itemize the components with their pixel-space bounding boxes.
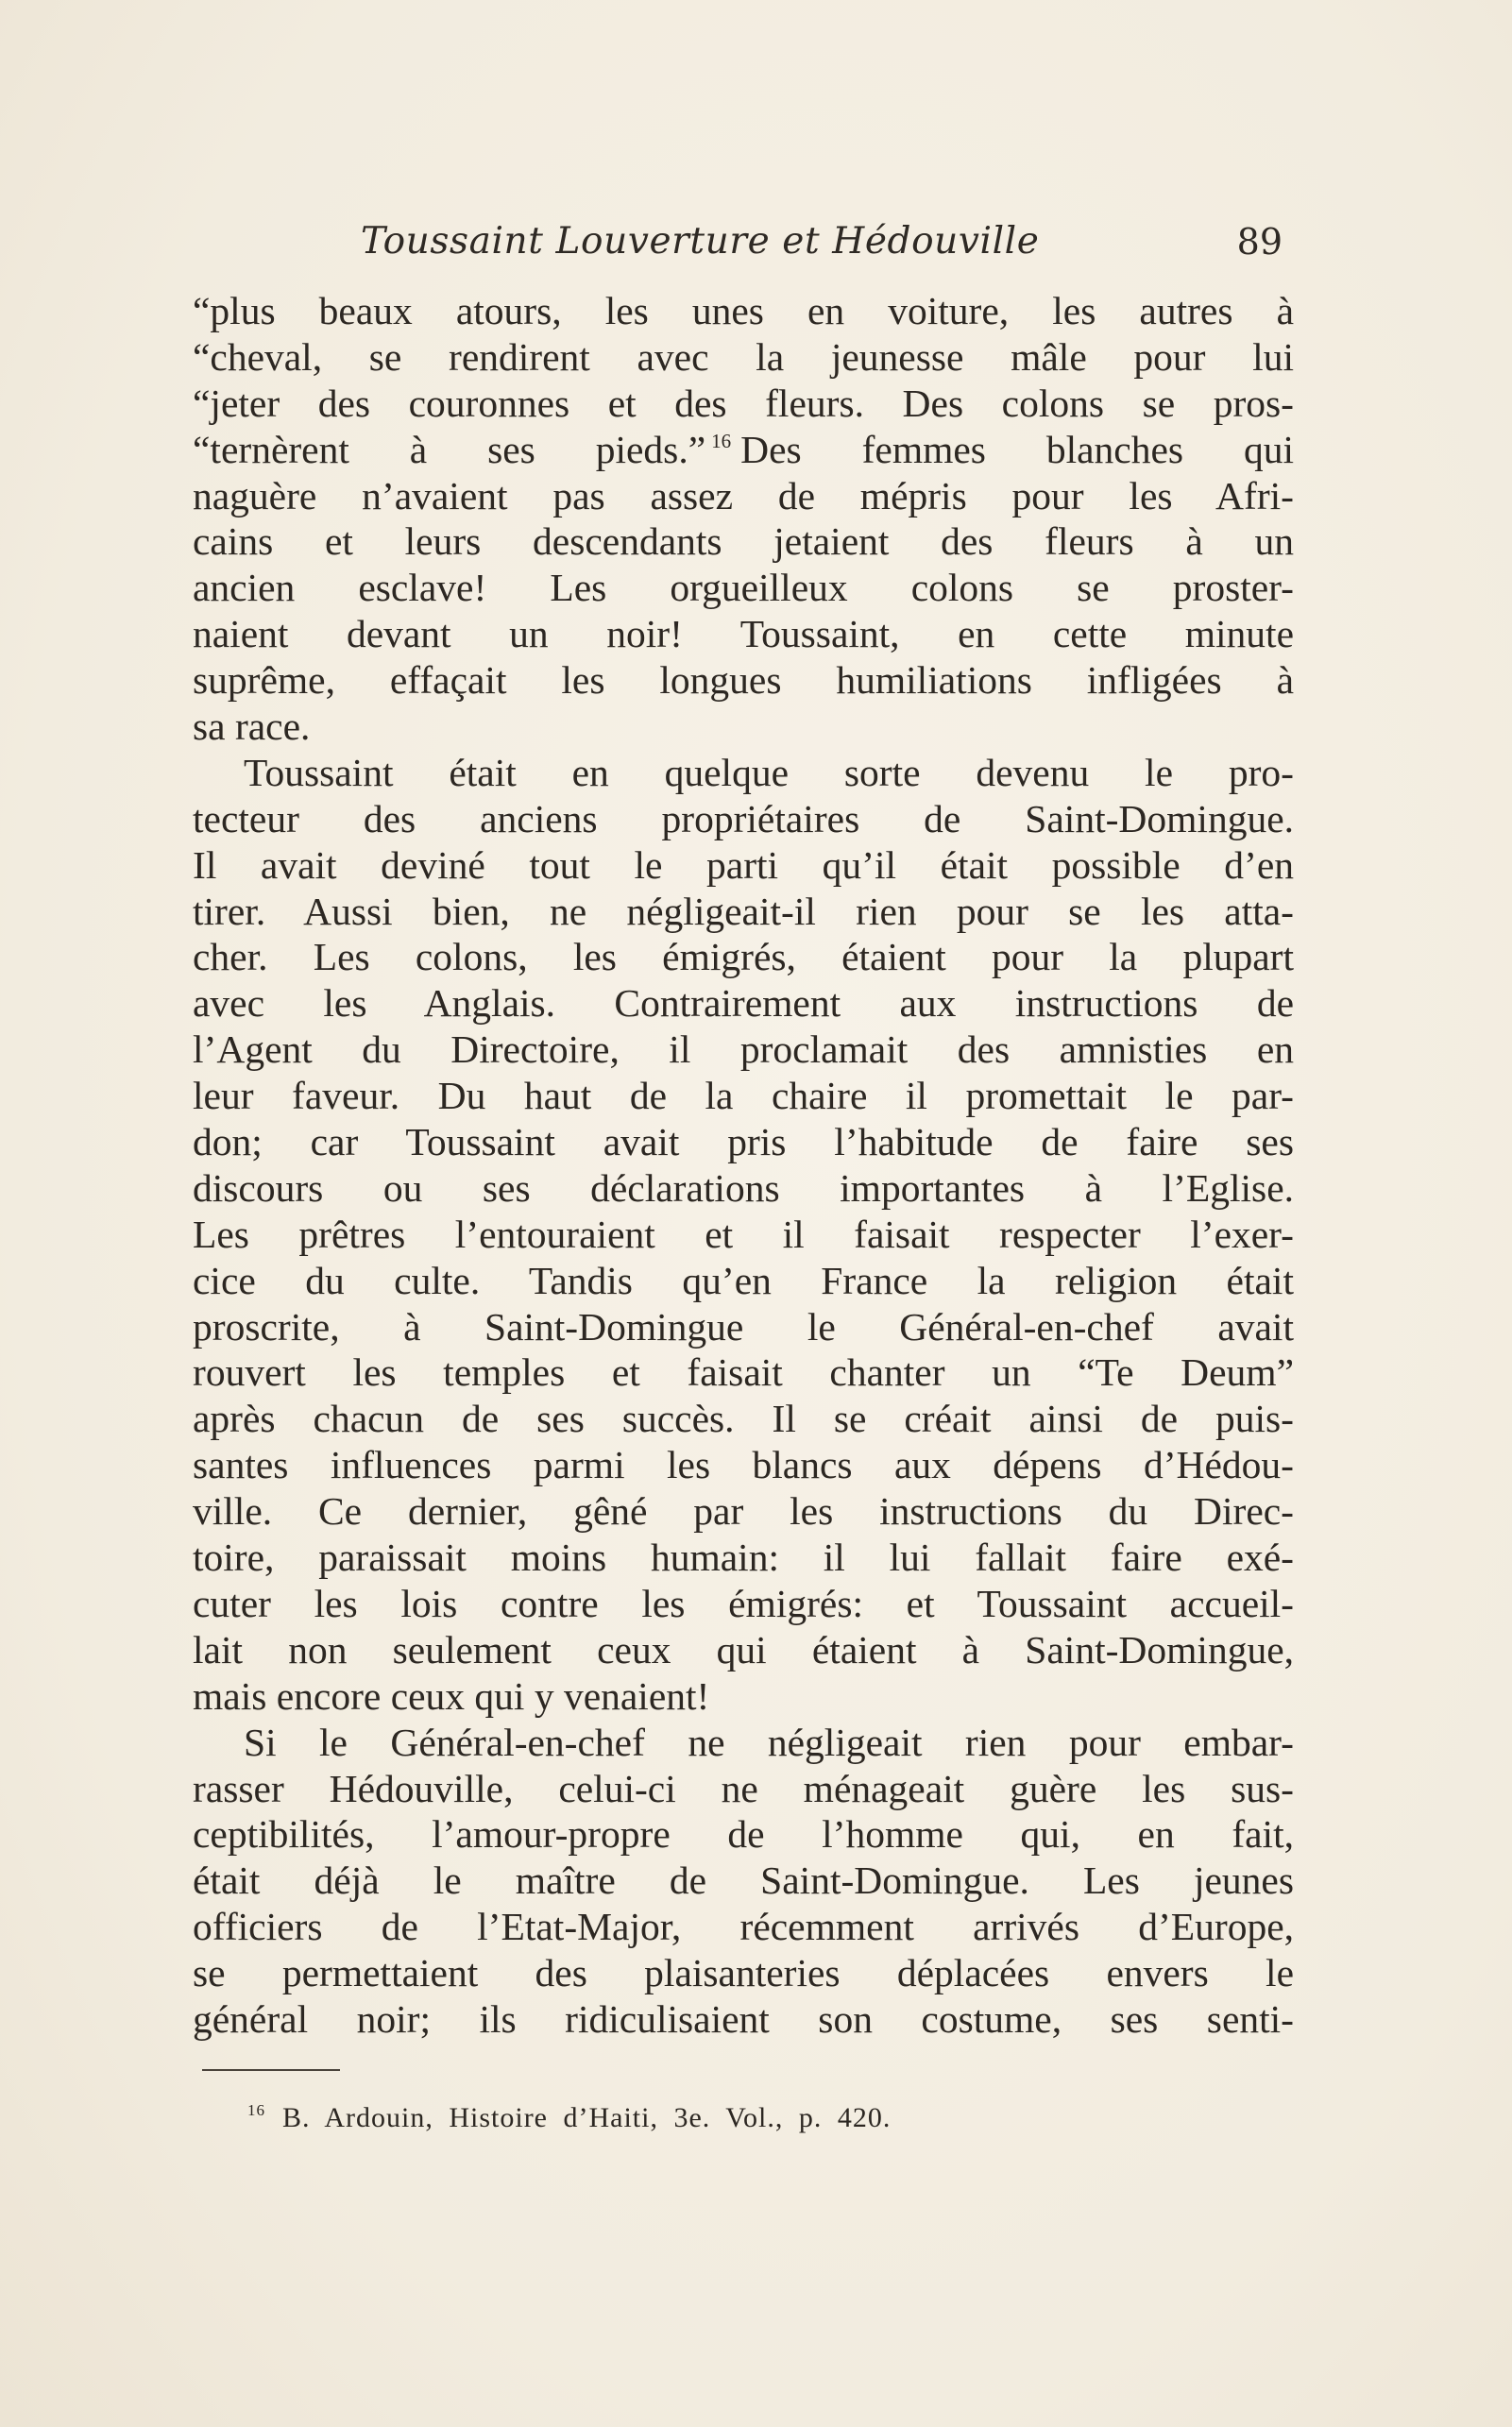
text-line: était déjà le maître de Saint-Domingue. Les jeunes	[193, 1858, 1294, 1903]
text-line: rouvert les temples et faisait chanter un “Te Deum”	[193, 1350, 1294, 1395]
text-line-with-footnote-ref	[193, 427, 1294, 473]
text-line: ceptibilités, l’amour-propre de l’homme qui, en fait,	[193, 1812, 1294, 1857]
text-fragment: “ternèrent à ses pieds.”	[193, 427, 706, 471]
text-line: cains et leurs descendants jetaient des fleurs à un	[193, 519, 1294, 564]
body-text	[193, 288, 1294, 2043]
text-fragment: Des femmes blanches qui	[740, 427, 1294, 471]
text-line: Si le Général-en-chef ne négligeait rien pour embar-	[244, 1720, 1294, 1764]
text-line: tecteur des anciens propriétaires de Saint-Domingue.	[193, 796, 1294, 840]
text-line: ancien esclave! Les orgueilleux colons se proster-	[193, 566, 1294, 610]
running-title: Toussaint Louverture et Hédouville	[361, 220, 1040, 263]
text-line: suprême, effaçait les longues humiliations infligées à	[193, 658, 1294, 703]
text-line: “cheval, se rendirent avec la jeunesse mâle pour lui	[193, 334, 1294, 379]
text-line: santes influences parmi les blancs aux dépens d’Hédou-	[193, 1443, 1294, 1487]
text-line: cher. Les colons, les émigrés, étaient pour la plupart	[193, 935, 1294, 979]
text-line: général noir; ils ridiculisaient son costume, ses senti-	[193, 1996, 1294, 2041]
paragraph-2	[193, 750, 1294, 1720]
text-line: l’Agent du Directoire, il proclamait des amnisties en	[193, 1027, 1294, 1072]
footnote-divider	[202, 2069, 340, 2071]
text-line: proscrite, à Saint-Domingue le Général-en-chef avait	[193, 1304, 1294, 1349]
text-line: officiers de l’Etat-Major, récemment arrivés d’Europe,	[193, 1905, 1294, 1949]
paragraph-1	[193, 288, 1294, 750]
text-line: naguère n’avaient pas assez de mépris pour les Afri-	[193, 473, 1294, 518]
text-line: mais encore ceux qui y venaient!	[193, 1673, 710, 1718]
text-line: Toussaint était en quelque sorte devenu le pro-	[244, 750, 1294, 794]
text-line: Les prêtres l’entouraient et il faisait respecter l’exer-	[193, 1212, 1294, 1256]
text-line: sa race.	[193, 704, 311, 749]
page-number: 89	[1236, 221, 1283, 263]
text-line: ville. Ce dernier, gêné par les instructions du Direc-	[193, 1489, 1294, 1534]
text-line: lait non seulement ceux qui étaient à Saint-Domingue,	[193, 1627, 1294, 1672]
text-line: cice du culte. Tandis qu’en France la religion était	[193, 1258, 1294, 1302]
paragraph-3	[193, 1720, 1294, 2043]
text-line: avec les Anglais. Contrairement aux instructions de	[193, 981, 1294, 1026]
footnote-text: B. Ardouin, Histoire d’Haiti, 3e. Vol., p. 420.	[282, 2102, 892, 2133]
text-line: discours ou ses déclarations importantes à l’Eglise.	[193, 1165, 1294, 1210]
text-line: leur faveur. Du haut de la chaire il promettait le par-	[193, 1074, 1294, 1118]
text-line: tirer. Aussi bien, ne négligeait-il rien pour se les atta-	[193, 889, 1294, 933]
text-line: rasser Hédouville, celui-ci ne ménageait guère les sus-	[193, 1766, 1294, 1810]
text-line: se permettaient des plaisanteries déplacées envers le	[193, 1951, 1294, 1995]
footnote-reference[interactable]: 16	[711, 429, 732, 452]
text-line: après chacun de ses succès. Il se créait ainsi de puis-	[193, 1397, 1294, 1441]
footnote	[247, 2097, 891, 2143]
text-line: “plus beaux atours, les unes en voiture, les autres à	[193, 289, 1294, 332]
text-line: “jeter des couronnes et des fleurs. Des colons se pros-	[193, 381, 1294, 425]
text-line: Il avait deviné tout le parti qu’il était possible d’en	[193, 842, 1294, 887]
text-line: don; car Toussaint avait pris l’habitude de faire ses	[193, 1120, 1294, 1164]
footnote-mark: 16	[247, 2101, 265, 2119]
page-header	[193, 215, 1294, 272]
text-line: cuter les lois contre les émigrés: et Toussaint accueil-	[193, 1581, 1294, 1625]
text-line: toire, paraissait moins humain: il lui fallait faire exé-	[193, 1536, 1294, 1580]
text-line: naient devant un noir! Toussaint, en cette minute	[193, 612, 1294, 656]
